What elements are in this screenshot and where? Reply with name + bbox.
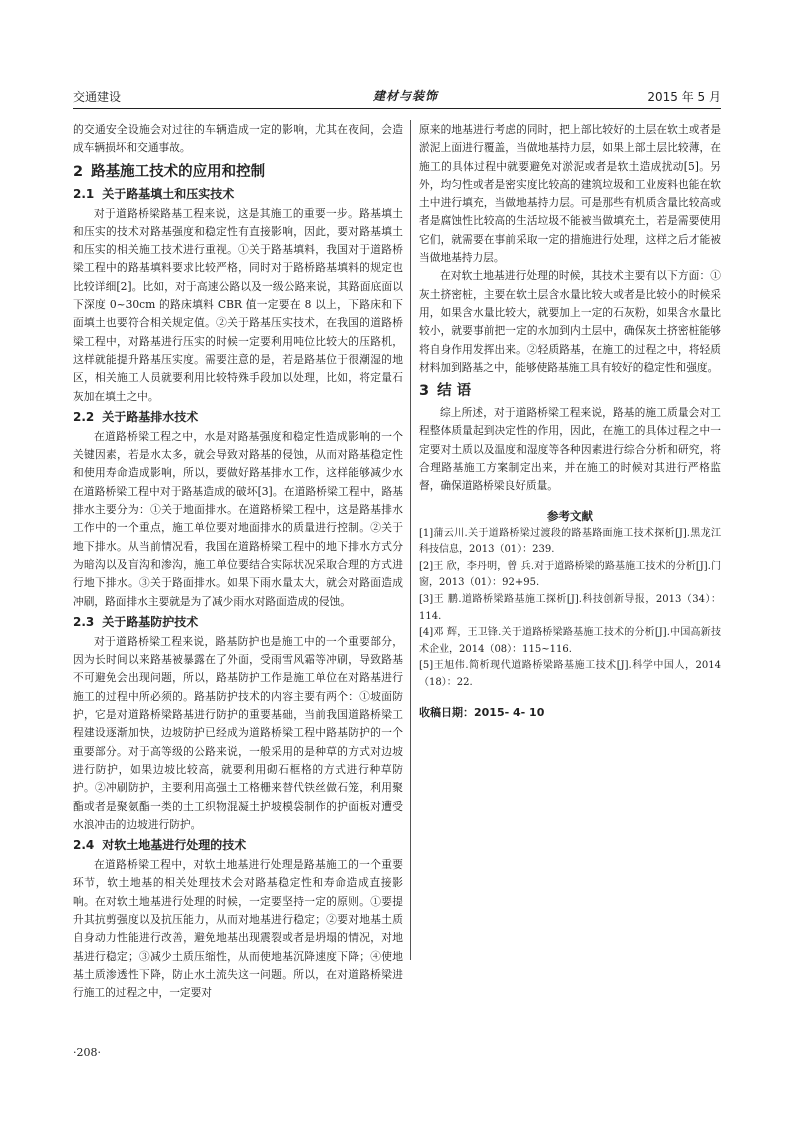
subsection-title: 关于路基防护技术: [102, 614, 199, 629]
intro-paragraph: 的交通安全设施会对过往的车辆造成一定的影响，尤其在夜间，会造成车辆损坏和交通事故。: [73, 123, 403, 155]
section-2-3-paragraph: 对于道路桥梁工程来说，路基防护也是施工中的一个重要部分，因为长时间以来路基被暴露在了外面，受雨雪风霜等冲刷，导致路基不可避免会出现问题，所以，路基防护工作是施工单位在对路基进行施工的过程中所必须的。路基防护技术的内容主要有两个：①坡面防护，它是对道路桥梁路基进行防护的重要基础，当前我国道路桥梁工程建设逐渐加快，边坡防护已经成为道路桥梁工程中路基防护的一个重要部分。对于高等级的公路来说，一般采用的是种草的方式对边坡进行防护，如果边坡比较高，就要利用砌石框格的方式进行种草防护。②冲刷防护，主要利用高强土工格栅来替代铁丝做石笼，利用聚酯或者是聚氨酯一类的土工织物混凝土护坡模袋制作的护面板对遭受水浪冲击的边坡进行防护。: [73, 634, 403, 831]
references-list: [419, 526, 721, 692]
received-date: 收稿日期：2015- 4- 10: [419, 705, 545, 719]
subsection-title: 关于路基排水技术: [102, 409, 199, 424]
reference-item: [5]王旭伟.简析现代道路桥梁路基施工技术[J].科学中国人，2014（18）：22.: [419, 660, 721, 688]
left-column: [73, 121, 403, 1002]
page-number: ·208·: [73, 1046, 101, 1059]
section-2-4-paragraph: 在道路桥梁工程中，对软土地基进行处理是路基施工的一个重要环节，软土地基的相关处理技术会对路基稳定性和寿命造成直接影响。在对软土地基进行处理的时候，一定要坚持一定的原则。①要提升其抗剪强度以及抗压能力，从而对地基进行稳定；②要对地基土质自身动力性能进行改善，避免地基出现震裂或者是坍塌的情况，对地基进行稳定；③减少土质压缩性，从而使地基沉降速度下降；④使地基土质渗透性下降，防止水土流失这一问题。所以，在对道路桥梁进行施工的过程之中，一定要对: [73, 858, 403, 1000]
right-column: [419, 121, 721, 722]
subsection-number: 2.1: [73, 186, 95, 201]
magazine-logo: 建材与装饰: [373, 89, 439, 103]
section-2-1-paragraph: 对于道路桥梁路基工程来说，这是其施工的重要一步。路基填土和压实的技术对路基强度和稳定性有直接影响，因此，要对路基填土和压实的相关施工技术进行重视。①关于路基填料，我国对于道路桥梁工程中的路基填料要求比较严格，同时对于路桥路基填料的规定也比较详细[2]。比如，对于高速公路以及一级公路来说，其路面底面以下深度 0~30cm 的路床填料 CBR 值一定要在 8 以上，下路床和下面填土也要符合相关规定值。②关于路基压实技术，在我国的道路桥梁工程中，对路基进行压实的时候一定要利用吨位比较大的压路机，这样就能提升路基压实度。需要注意的是，若是路基位于很潮湿的地区，相关施工人员就要利用比较特殊手段加以处理，比如，将定量石灰加在填土之中。: [73, 206, 403, 403]
subsection-number: 2.3: [73, 614, 95, 629]
section-title: 路基施工技术的应用和控制: [91, 163, 266, 180]
reference-item: [1]蒲云川.关于道路桥梁过渡段的路基路面施工技术探析[J].黑龙江科技信息，2013（01）：239.: [419, 527, 721, 556]
section-number: 2: [73, 163, 84, 180]
section-2-1-heading: [73, 185, 403, 203]
header-rule: [73, 108, 721, 109]
column-divider: [410, 120, 411, 960]
reference-item: [2]王 欣，李丹明，曾 兵.对于道路桥梁的路基施工技术的分析[J].门窗，2013（01）：92+95.: [419, 560, 721, 589]
reference-item: [4]邓 辉，王卫锋.关于道路桥梁路基施工技术的分析[J].中国高新技术企业，2014（08）：115~116.: [419, 627, 721, 655]
issue-date: 2015 年 5 月: [647, 90, 721, 104]
section-title: 结 语: [437, 383, 472, 400]
section-2-heading: [73, 162, 403, 182]
section-2-4-heading: [73, 836, 403, 854]
continued-paragraph: 原来的地基进行考虑的同时，把上部比较好的土层在软土或者是淤泥上面进行覆盖，当做地基持力层，如果上部土层比较薄，在施工的具体过程中就要避免对淤泥或者是软土造成扰动[5]。另外，均匀性或者是密实度比较高的建筑垃圾和工业废料也能在软土中进行填充，当做地基持力层。可是那些有机质含量比较高或者是腐蚀性比较高的生活垃圾不能被当做填充土，若是需要使用它们，就需要在事前采取一定的措施进行处理，这样之后才能被当做地基持力层。: [419, 123, 721, 265]
subsection-title: 对软土地基进行处理的技术: [102, 838, 247, 853]
subsection-title: 关于路基填土和压实技术: [102, 186, 235, 201]
section-2-2-heading: [73, 408, 403, 426]
section-3-heading: [419, 381, 721, 401]
journal-section-label: 交通建设: [73, 90, 122, 104]
section-2-2-paragraph: 在道路桥梁工程之中，水是对路基强度和稳定性造成影响的一个关键因素，若是水太多，就会导致对路基的侵蚀，从而对路基稳定性和使用寿命造成影响，所以，要做好路基排水工作，这样能够减少水在道路桥梁工程中对于路基造成的破坏[3]。在道路桥梁工程中，路基排水主要分为：①关于地面排水。在道路桥梁工程中，这是路基排水工作中的一个重点，施工单位要对地面排水的质量进行控制。②关于地下排水。从当前情况看，我国在道路桥梁工程中的地下排水方式分为暗沟以及盲沟和渗沟，施工单位要结合实际状况采取合理的方式进行地下排水。③关于路面排水。如果下雨水量太大，就会对路面造成冲刷，路面排水主要就是为了减少雨水对路面造成的侵蚀。: [73, 429, 403, 608]
running-header: [73, 88, 721, 104]
conclusion-paragraph: 综上所述，对于道路桥梁工程来说，路基的施工质量会对工程整体质量起到决定性的作用，因此，在施工的具体过程之中一定要对土质以及温度和湿度等各种因素进行综合分析和研究，将合理路基施工方案制定出来，并在施工的时候对其进行严格监督，确保道路桥梁良好质量。: [419, 406, 721, 493]
subsection-number: 2.4: [73, 838, 95, 853]
references-title: 参考文献: [547, 508, 593, 523]
section-2-3-heading: [73, 613, 403, 631]
section-number: 3: [419, 383, 430, 400]
reference-item: [3]王 鹏.道路桥梁路基施工探析[J].科技创新导报，2013（34）：114.: [419, 594, 721, 622]
methods-paragraph: 在对软土地基进行处理的时候，其技术主要有以下方面：①灰土挤密桩，主要在软土层含水量比较大或者是比较小的时候采用，如果含水量比较大，就要加上一定的石灰粉，如果含水量比较小，就要事前把一定的水加到内土层中，确保灰土挤密桩能够将自身作用发挥出来。②轻质路基，在施工的过程之中，将轻质材料加到路基之中，能够使路基施工具有较好的稳定性和强度。: [419, 269, 721, 374]
subsection-number: 2.2: [73, 409, 95, 424]
